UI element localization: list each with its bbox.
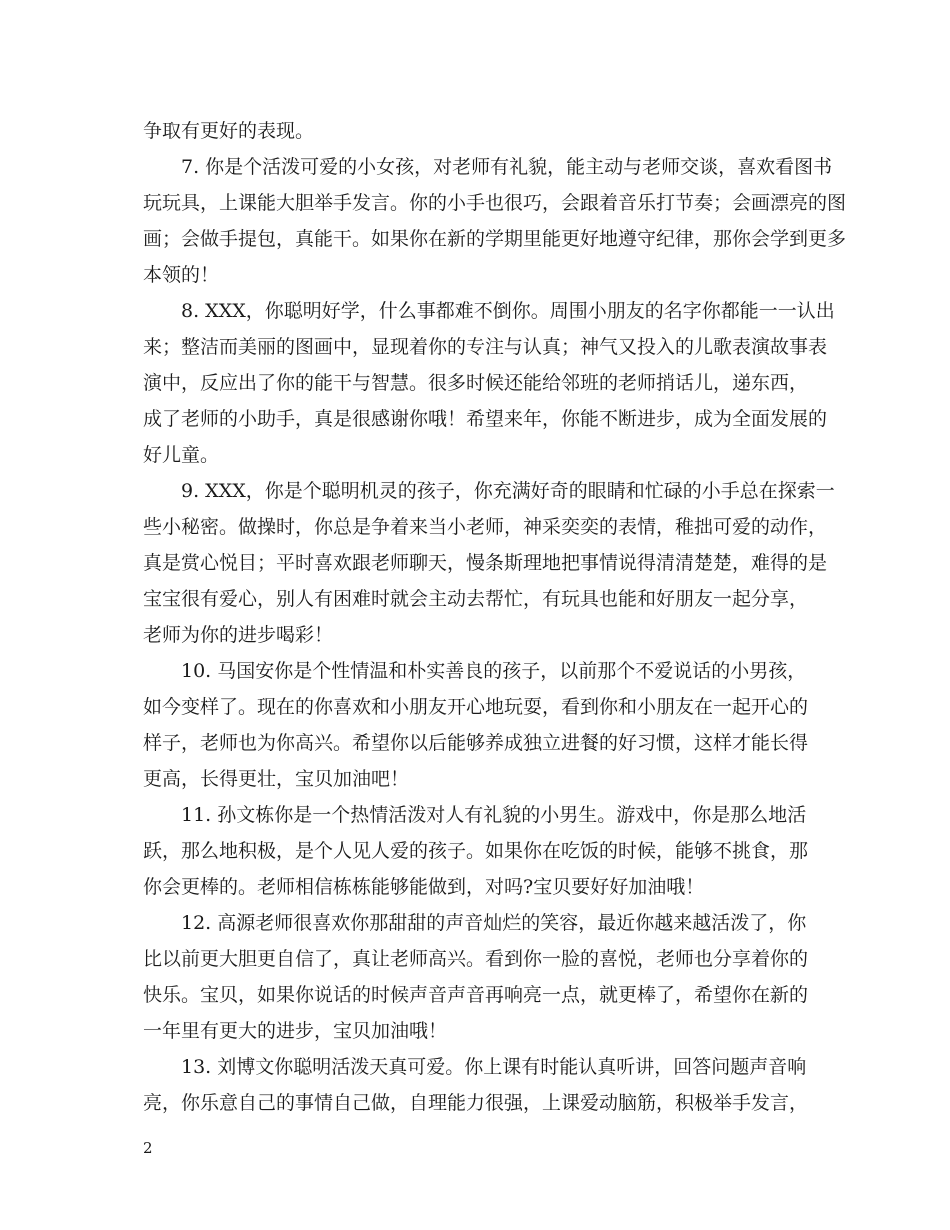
text-line: 老师为你的进步喝彩！: [143, 624, 334, 646]
document-body: [143, 113, 847, 1121]
text-line: 更高，长得更壮，宝贝加油吧！: [143, 768, 410, 790]
text-line: 演中，反应出了你的能干与智慧。很多时候还能给邻班的老师捎话儿，递东西，: [143, 372, 809, 394]
paragraph-10-start: 10. 马国安你是个性情温和朴实善良的孩子，以前那个不爱说话的小男孩，: [181, 660, 807, 682]
text-line: 些小秘密。做操时，你总是争着来当小老师，神采奕奕的表情，稚拙可爱的动作，: [143, 516, 828, 538]
page-number: 2: [143, 1139, 153, 1157]
paragraph-11-start: 11. 孙文栋你是一个热情活泼对人有礼貌的小男生。游戏中，你是那么地活: [181, 804, 807, 826]
text-line: 画；会做手提包，真能干。如果你在新的学期里能更好地遵守纪律，那你会学到更多: [143, 228, 847, 250]
text-line: 玩玩具，上课能大胆举手发言。你的小手也很巧，会跟着音乐打节奏；会画漂亮的图: [143, 192, 847, 214]
text-line: 比以前更大胆更自信了，真让老师高兴。看到你一脸的喜悦，老师也分享着你的: [143, 948, 809, 970]
text-line: 宝宝很有爱心，别人有困难时就会主动去帮忙，有玩具也能和好朋友一起分享，: [143, 588, 809, 610]
text-line: 你会更棒的。老师相信栋栋能够能做到，对吗?宝贝要好好加油哦！: [143, 876, 705, 898]
text-line: 样子，老师也为你高兴。希望你以后能够养成独立进餐的好习惯，这样才能长得: [143, 732, 809, 754]
text-line: 成了老师的小助手，真是很感谢你哦！希望来年，你能不断进步，成为全面发展的: [143, 408, 828, 430]
text-line: 亮，你乐意自己的事情自己做，自理能力很强，上课爱动脑筋，积极举手发言，: [143, 1092, 809, 1114]
paragraph-7-start: 7. 你是个活泼可爱的小女孩，对老师有礼貌，能主动与老师交谈，喜欢看图书: [181, 156, 833, 178]
text-line: 本领的！: [143, 264, 220, 286]
text-line: 一年里有更大的进步，宝贝加油哦！: [143, 1020, 448, 1042]
paragraph-8-start: 8. XXX，你聪明好学，什么事都难不倒你。周围小朋友的名字你都能一一认出: [181, 300, 835, 322]
text-line: 真是赏心悦目；平时喜欢跟老师聊天，慢条斯理地把事情说得清清楚楚，难得的是: [143, 552, 828, 574]
paragraph-9-start: 9. XXX，你是个聪明机灵的孩子，你充满好奇的眼睛和忙碌的小手总在探索一: [181, 480, 835, 502]
text-line: 如今变样了。现在的你喜欢和小朋友开心地玩耍，看到你和小朋友在一起开心的: [143, 696, 809, 718]
text-line: 快乐。宝贝，如果你说话的时候声音声音再响亮一点，就更棒了，希望你在新的: [143, 984, 809, 1006]
paragraph-12-start: 12. 高源老师很喜欢你那甜甜的声音灿烂的笑容，最近你越来越活泼了，你: [181, 912, 807, 934]
text-line: 跃，那么地积极，是个人见人爱的孩子。如果你在吃饭的时候，能够不挑食，那: [143, 840, 809, 862]
text-line: 好儿童。: [143, 444, 220, 466]
text-line: 来；整洁而美丽的图画中，显现着你的专注与认真；神气又投入的儿歌表演故事表: [143, 336, 828, 358]
paragraph-13-start: 13. 刘博文你聪明活泼天真可爱。你上课有时能认真听讲，回答问题声音响: [181, 1056, 807, 1078]
text-line: 争取有更好的表现。: [143, 120, 315, 142]
